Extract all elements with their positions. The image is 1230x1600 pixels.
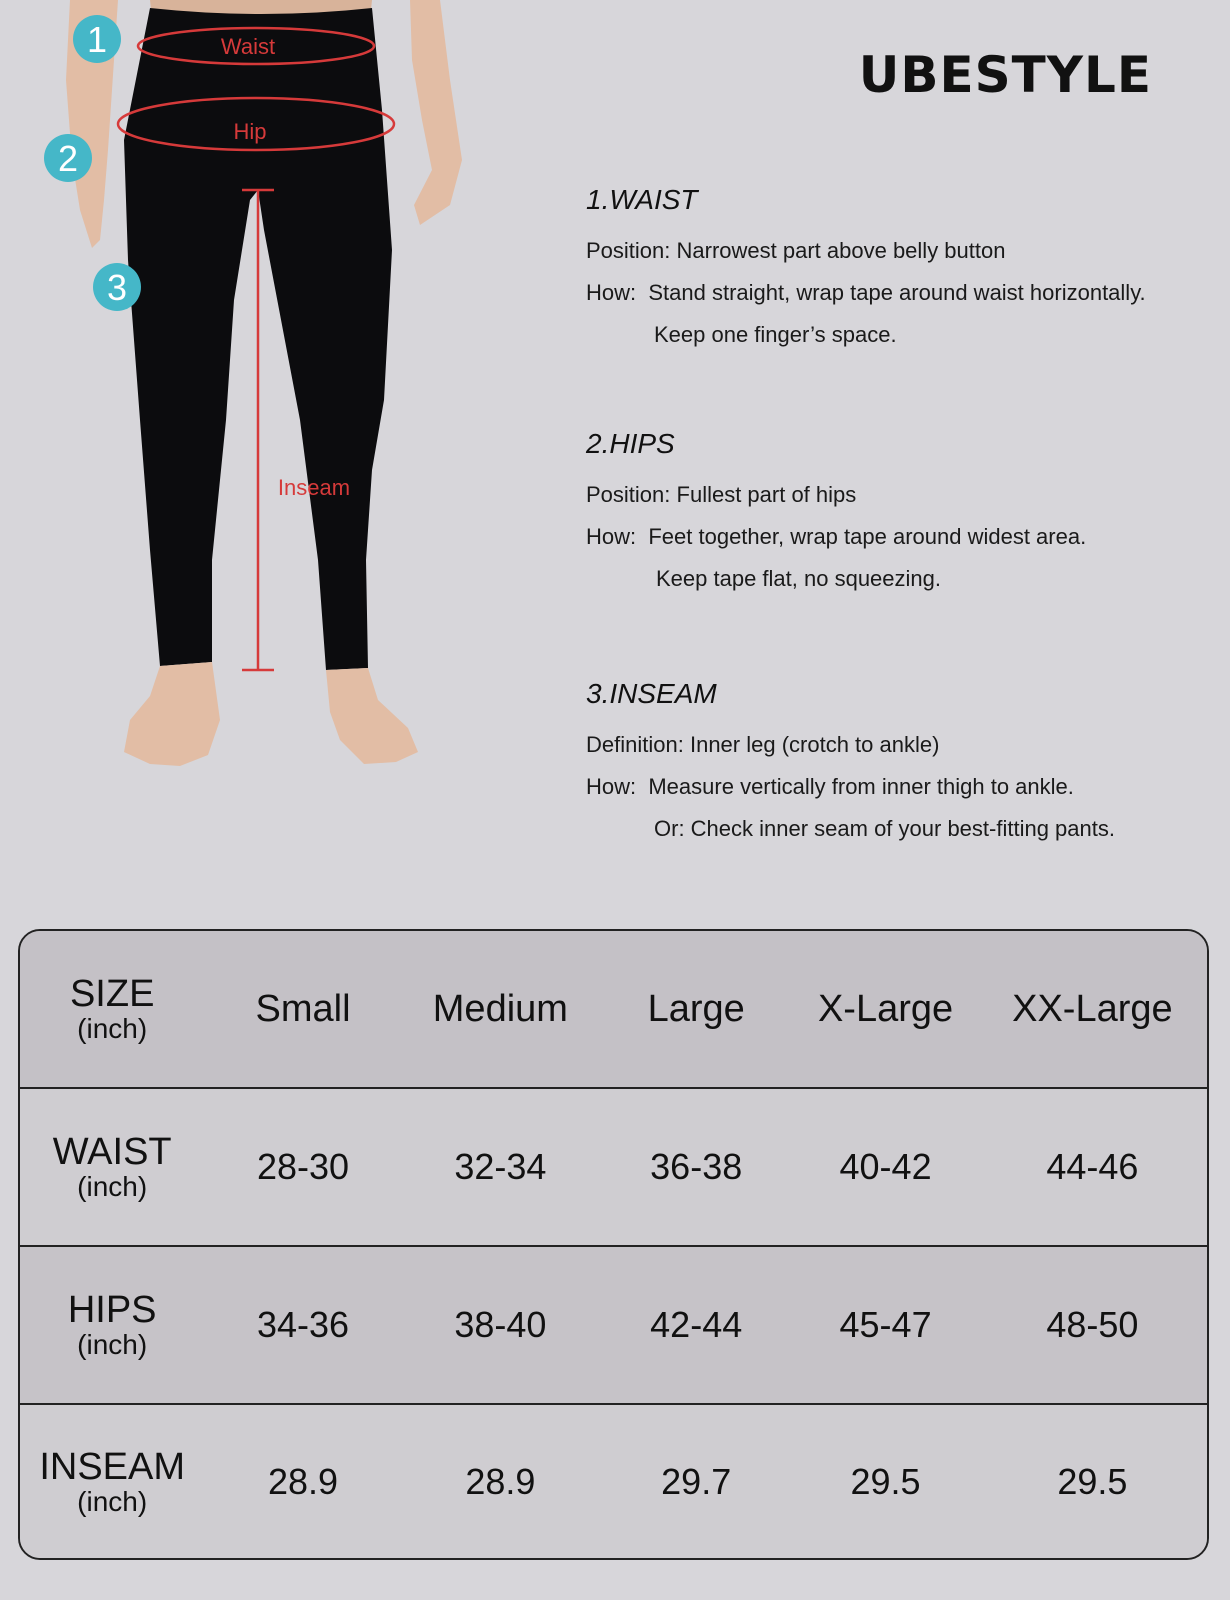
definition-label: Definition: xyxy=(586,732,684,757)
row-label-cell xyxy=(20,1445,204,1517)
table-cell: 29.5 xyxy=(1057,1460,1128,1502)
svg-text:3: 3 xyxy=(106,267,128,308)
how-text: Measure vertically from inner thigh to ankle. xyxy=(648,774,1074,799)
inseam-how-cont: Or: Check inner seam of your best-fitting pants. xyxy=(654,816,1115,841)
table-row-hips xyxy=(20,1247,1207,1405)
size-medium-header: Medium xyxy=(432,987,568,1030)
size-chart-table xyxy=(18,929,1209,1560)
table-row-inseam xyxy=(20,1405,1207,1558)
inseam-how xyxy=(586,766,1216,808)
how-label: How: xyxy=(586,280,637,305)
waist-title: 1.WAIST xyxy=(586,184,698,215)
table-cell: 44-46 xyxy=(1046,1146,1139,1187)
table-cell: 28.9 xyxy=(268,1460,339,1502)
table-cell: 48-50 xyxy=(1046,1304,1139,1345)
row-label-cell xyxy=(20,1133,204,1201)
hips-how-cont: Keep tape flat, no squeezing. xyxy=(656,566,941,591)
table-cell: 36-38 xyxy=(650,1146,743,1187)
position-label: Position: xyxy=(586,482,671,507)
how-text: Feet together, wrap tape around widest area. xyxy=(648,524,1087,549)
table-cell: 32-34 xyxy=(454,1146,547,1187)
hip-label: Hip xyxy=(233,119,267,144)
inseam-title: 3.INSEAM xyxy=(586,678,717,709)
svg-text:1: 1 xyxy=(86,19,108,60)
waist-how xyxy=(586,272,1216,314)
position-text: Narrowest part above belly button xyxy=(676,238,1006,263)
marker-3 xyxy=(93,263,141,311)
waist-label: Waist xyxy=(220,34,276,59)
inseam-definition xyxy=(586,724,1216,766)
table-cell: 34-36 xyxy=(257,1304,350,1345)
size-xlarge-header: X-Large xyxy=(817,987,954,1030)
left-foot xyxy=(124,662,220,766)
row-unit: (inch) xyxy=(77,1171,148,1202)
marker-1 xyxy=(73,15,121,63)
how-label: How: xyxy=(586,524,637,549)
table-cell: 28.9 xyxy=(465,1460,536,1502)
size-header-label: SIZE xyxy=(69,973,155,1015)
right-arm xyxy=(410,0,462,225)
hips-title: 2.HIPS xyxy=(586,428,675,459)
size-large-header: Large xyxy=(647,987,745,1030)
row-unit: (inch) xyxy=(77,1329,148,1360)
waist-position xyxy=(586,230,1216,272)
table-cell: 28-30 xyxy=(257,1146,350,1187)
hips-position xyxy=(586,474,1216,516)
position-text: Fullest part of hips xyxy=(676,482,857,507)
row-label: HIPS xyxy=(67,1289,157,1331)
row-unit: (inch) xyxy=(77,1485,148,1517)
table-cell: 29.7 xyxy=(661,1460,732,1502)
table-row-waist xyxy=(20,1089,1207,1247)
leggings-measurement-figure xyxy=(0,0,560,800)
waist-instructions xyxy=(586,184,1216,356)
table-header-row xyxy=(20,931,1207,1089)
brand-logo: UBESTYLE xyxy=(858,46,1152,104)
waist-how-cont: Keep one finger’s space. xyxy=(654,322,897,347)
inseam-label: Inseam xyxy=(277,475,351,500)
size-xxlarge-header: XX-Large xyxy=(1012,987,1173,1030)
table-cell: 45-47 xyxy=(839,1304,932,1345)
position-label: Position: xyxy=(586,238,671,263)
size-small-header: Small xyxy=(255,987,351,1030)
how-label: How: xyxy=(586,774,637,799)
row-label: WAIST xyxy=(52,1131,172,1173)
right-foot xyxy=(326,668,418,764)
definition-text: Inner leg (crotch to ankle) xyxy=(689,732,940,757)
table-cell: 29.5 xyxy=(850,1460,921,1502)
hips-how xyxy=(586,516,1216,558)
svg-text:2: 2 xyxy=(57,138,79,179)
row-label-cell xyxy=(20,1291,204,1359)
size-header-unit: (inch) xyxy=(77,1013,148,1044)
how-text: Stand straight, wrap tape around waist horizontally. xyxy=(648,280,1146,305)
table-cell: 38-40 xyxy=(454,1304,547,1345)
table-cell: 40-42 xyxy=(839,1146,932,1187)
size-header-cell xyxy=(20,975,204,1043)
marker-2 xyxy=(44,134,92,182)
inseam-instructions xyxy=(586,678,1216,850)
hips-instructions xyxy=(586,428,1216,600)
row-label: INSEAM xyxy=(39,1445,186,1488)
table-cell: 42-44 xyxy=(650,1304,743,1345)
